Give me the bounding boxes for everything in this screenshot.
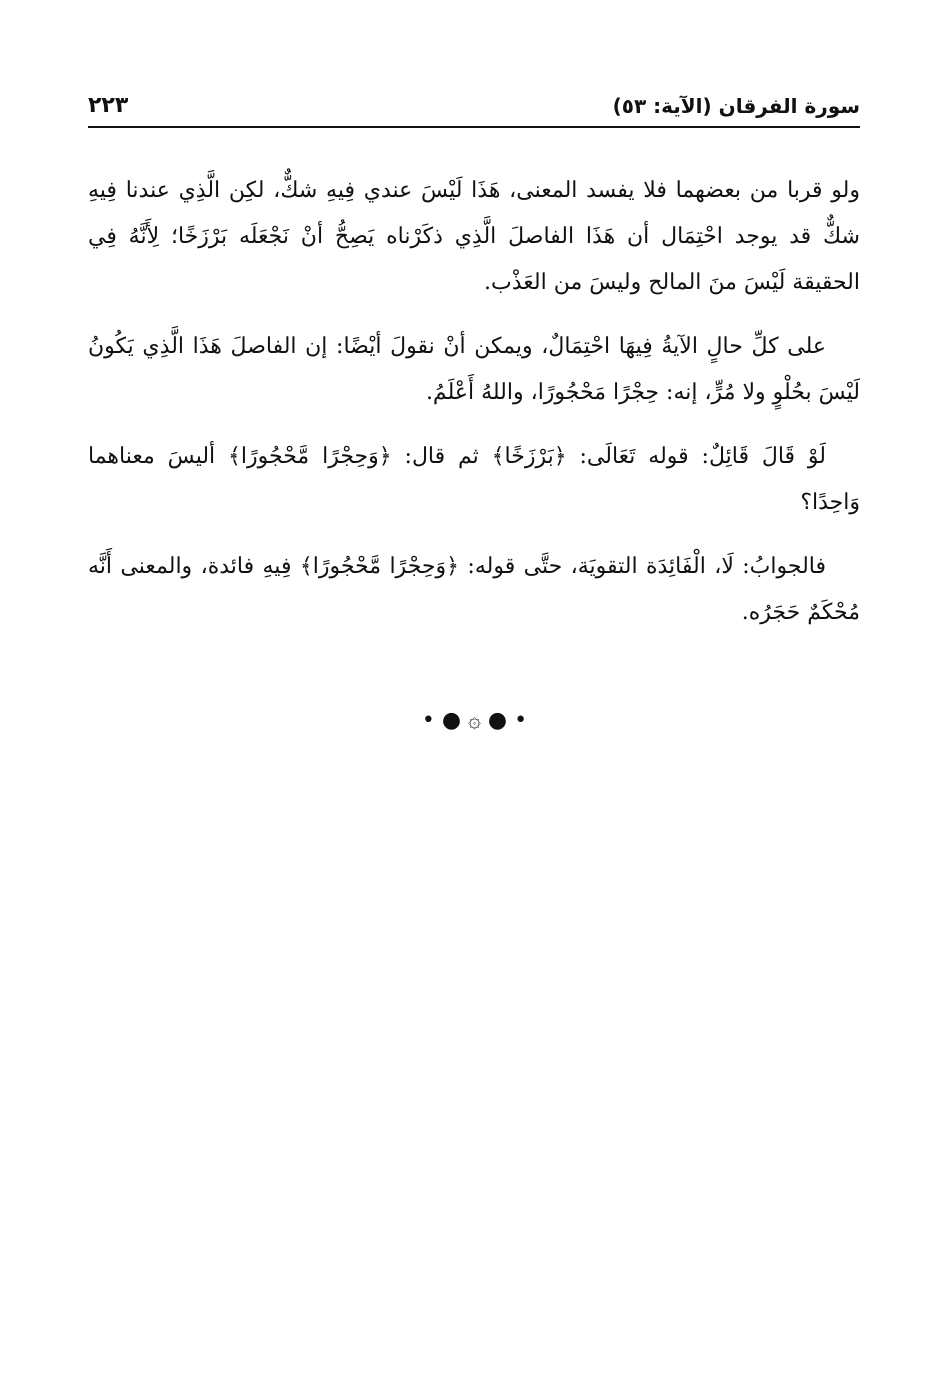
page-number: ٢٢٣: [88, 93, 129, 118]
paragraph: لَوْ قَالَ قَائِلٌ: قوله تَعَالَى: ﴿بَرْزَخًا﴾ ثم قال: ﴿وَحِجْرًا مَّحْجُورًا﴾ أليسَ معناهما وَاحِدًا؟: [88, 444, 860, 515]
body-text: [88, 168, 860, 654]
header-rule: [88, 126, 860, 128]
paragraph: على كلِّ حالٍ الآيةُ فِيهَا احْتِمَالٌ، ويمكن أنْ نقولَ أيْضًا: إن الفاصلَ هَذَا الَّذِي يَكُونُ لَيْسَ بحُلْوٍ ولا مُرٍّ، إنه: حِجْرًا مَحْجُورًا، واللهُ أَعْلَمُ.: [88, 334, 860, 405]
chapter-title: سورة الفرقان (الآية: ٥٣): [612, 94, 860, 118]
section-end-ornament: • ● ۞ ● •: [421, 708, 528, 733]
running-header: [88, 92, 860, 128]
paragraph: فالجوابُ: لَا، الْفَائِدَة التقويَة، حتَّى قوله: ﴿وَحِجْرًا مَّحْجُورًا﴾ فِيهِ فائدة، والمعنى أَنَّه مُحْكَمٌ حَجَرُه.: [88, 554, 860, 625]
paragraph: ولو قربا من بعضهما فلا يفسد المعنى، هَذَا لَيْسَ عندي فِيهِ شكٌّ، لكِن الَّذِي عندنا فِيهِ شكٌّ قد يوجد احْتِمَال أن هَذَا الفاصلَ الَّذِي ذكَرْناه يَصِحُّ أنْ نَجْعَلَه بَرْزَخًا؛ لِأَنَّهُ فِي الحقيقة لَيْسَ منَ المالح وليسَ من العَذْب.: [88, 178, 860, 295]
